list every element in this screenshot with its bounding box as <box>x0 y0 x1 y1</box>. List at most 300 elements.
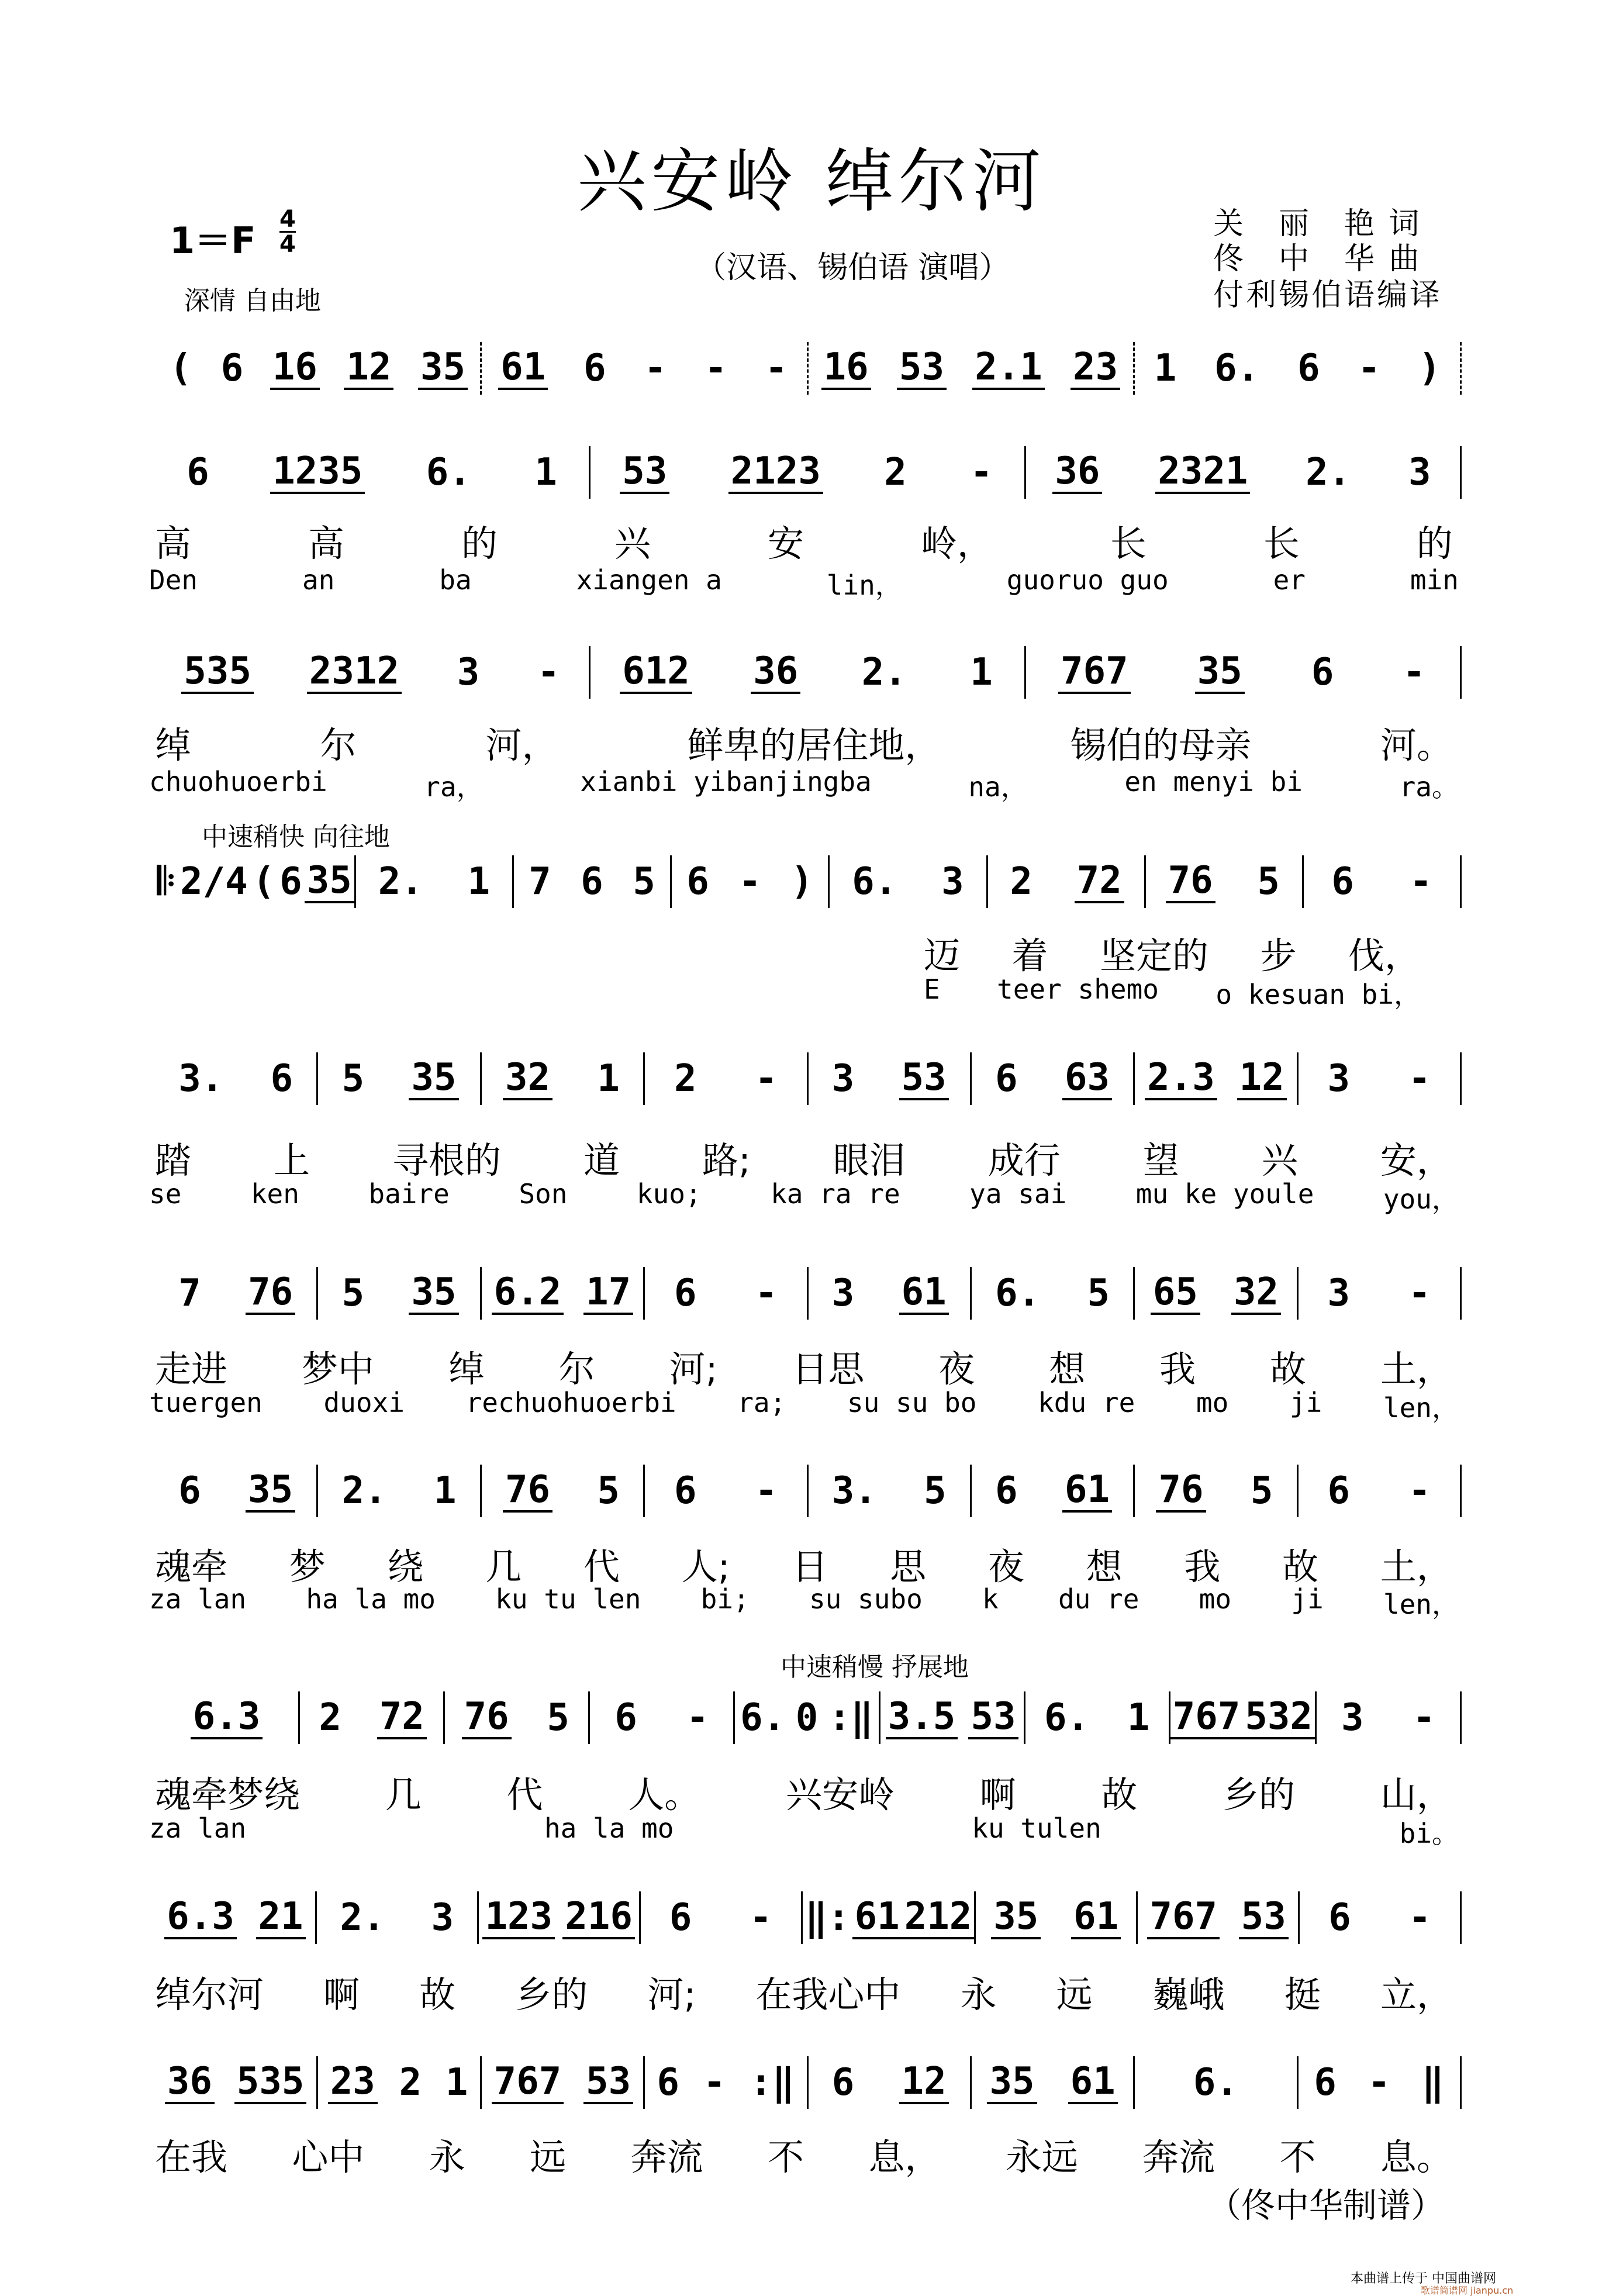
lyric-syllable: 在我心中 <box>755 1973 901 2016</box>
note-group: 35 <box>418 347 468 390</box>
lyric-syllable: Den <box>149 564 198 596</box>
measure <box>1025 1691 1170 1744</box>
note-group: 76 <box>1156 1469 1206 1513</box>
lyric-syllable: 代 <box>583 1545 620 1588</box>
measure <box>591 646 1026 699</box>
measure <box>1304 855 1462 908</box>
note-group: 3 <box>941 860 964 903</box>
note-group: 36 <box>1052 451 1102 494</box>
lyric-syllable: du re <box>1058 1583 1139 1615</box>
lyric-syllable: 安 <box>767 522 804 565</box>
lyric-syllable: su su bo <box>847 1387 977 1418</box>
note-group: 72 <box>1075 860 1124 903</box>
notation-row <box>155 1891 1462 1944</box>
measure <box>591 446 1026 499</box>
note-group: 6. <box>426 451 471 494</box>
lyric-syllable: Son <box>519 1178 568 1210</box>
measure <box>809 2056 972 2109</box>
lyric-syllable: 故 <box>1282 1545 1319 1588</box>
lyric-syllable: 绕 <box>387 1545 424 1588</box>
measure <box>645 2056 808 2109</box>
note-group: 767 <box>1147 1896 1220 1939</box>
measure <box>318 1052 481 1105</box>
lyric-syllable: tuergen <box>149 1387 263 1418</box>
note-group: 32 <box>503 1057 552 1100</box>
lyric-syllable: bi; <box>700 1583 750 1615</box>
note-group: 61 <box>899 1272 949 1315</box>
measure <box>155 1691 300 1744</box>
note-group: 2 <box>1010 860 1032 903</box>
lyric-syllable: 山， <box>1380 1773 1453 1816</box>
note-group: 35 <box>987 2061 1037 2104</box>
measure <box>479 1891 641 1944</box>
measure <box>830 855 987 908</box>
notation-row <box>155 646 1462 699</box>
lyric-syllable: 安， <box>1380 1139 1453 1182</box>
note-group: :‖ <box>750 2061 795 2104</box>
lyric-syllable: 兴 <box>614 522 651 565</box>
lyric-syllable: 代 <box>506 1773 543 1816</box>
note-group: 53 <box>583 2061 633 2104</box>
measure <box>972 1267 1135 1320</box>
lyric-syllable: 鲜卑的居住地， <box>687 724 941 767</box>
watermark-upload: 本曲谱上传于 中国曲谱网 <box>1351 2271 1496 2286</box>
lyric-syllable: 巍峨 <box>1152 1973 1225 2016</box>
note-group: 76 <box>246 1272 295 1315</box>
note-group: ( <box>169 347 192 390</box>
note-group: 𝄆 <box>157 860 176 903</box>
lyric-syllable: ba <box>439 564 472 596</box>
lyric-syllable: 啊 <box>323 1973 360 2016</box>
measure <box>972 1465 1135 1517</box>
note-group: - <box>749 1896 772 1939</box>
note-group: 6. <box>852 860 897 903</box>
note-group: 1 <box>1127 1696 1150 1739</box>
lyric-syllable: bi。 <box>1399 1818 1459 1849</box>
note-group: - <box>1408 1896 1431 1939</box>
lyric-syllable: 息。 <box>1380 2136 1453 2178</box>
note-group: 2. <box>1306 451 1351 494</box>
lyric-syllable: na， <box>968 771 1028 803</box>
note-group: - <box>765 347 788 390</box>
lyric-syllable: 日 <box>792 1545 828 1588</box>
note-group: 35 <box>409 1057 458 1100</box>
lyricist-credit: 关 丽 艳 词 <box>1213 206 1422 241</box>
notation-row <box>155 1052 1462 1105</box>
lyric-syllable: 夜 <box>987 1545 1024 1588</box>
chinese-lyrics <box>155 1340 1453 1392</box>
lyric-syllable: 心中 <box>292 2136 365 2178</box>
note-group: 2 <box>399 2061 422 2104</box>
note-group: 3.5 <box>886 1696 958 1739</box>
measure <box>482 1267 645 1320</box>
measure <box>514 855 672 908</box>
lyric-syllable: 奔流 <box>1142 2136 1215 2178</box>
measure <box>1135 1052 1298 1105</box>
measure <box>1135 342 1462 395</box>
note-group: 6 <box>279 860 302 903</box>
measure <box>155 855 356 908</box>
note-group: - <box>755 1057 778 1100</box>
notation-row <box>155 855 1462 908</box>
note-group: 535 <box>234 2061 307 2104</box>
note-group: 5 <box>341 1057 365 1100</box>
notation-row <box>155 446 1462 499</box>
lyric-syllable: k <box>982 1583 999 1615</box>
chinese-lyrics <box>155 1766 1453 1818</box>
measure <box>317 1891 479 1944</box>
notation-row <box>155 342 1462 395</box>
note-group: 6 <box>995 1469 1018 1513</box>
note-group: 6 <box>1328 1896 1351 1939</box>
lyric-syllable: 不 <box>767 2136 804 2178</box>
note-group: 123 <box>482 1896 555 1939</box>
measure <box>1300 1891 1462 1944</box>
note-group: 612 <box>620 651 692 694</box>
note-group: - <box>1408 1469 1431 1513</box>
note-group: 61 <box>852 1896 902 1939</box>
lyric-syllable: xiangen a <box>576 564 722 596</box>
note-group: 76 <box>503 1469 552 1513</box>
note-group: ) <box>1418 347 1441 390</box>
lyric-syllable: you， <box>1383 1183 1459 1215</box>
note-group: 1 <box>445 2061 468 2104</box>
watermark-site: 歌谱简谱网 jianpu.cn <box>1421 2285 1514 2296</box>
lyric-syllable: 永远 <box>1005 2136 1078 2178</box>
note-group: 7 <box>529 860 551 903</box>
note-group: 61 <box>1062 1469 1112 1513</box>
note-group: :‖ <box>828 1696 873 1739</box>
measure <box>988 855 1146 908</box>
measure <box>1299 1267 1462 1320</box>
lyric-syllable: 迈 <box>924 934 961 977</box>
lyric-syllable: 我 <box>1159 1348 1196 1390</box>
measure <box>155 1465 318 1517</box>
chinese-lyrics <box>924 927 1421 979</box>
note-group: 61 <box>1068 2061 1118 2104</box>
note-group: ‖ <box>1421 2061 1445 2104</box>
note-group: 1 <box>970 651 993 694</box>
note-group: 2.1 <box>972 347 1045 390</box>
lyric-syllable: 魂牵梦绕 <box>155 1773 301 1816</box>
note-group: 6 <box>581 860 603 903</box>
measure <box>809 1267 972 1320</box>
note-group: 6. <box>995 1272 1041 1315</box>
note-group: 6 <box>583 347 606 390</box>
lyric-syllable: 想 <box>1086 1545 1123 1588</box>
lyric-syllable: 挺 <box>1284 1973 1321 2016</box>
lyric-syllable: 眼泪 <box>833 1139 906 1182</box>
note-group: 216 <box>562 1896 635 1939</box>
note-group: 1 <box>534 451 557 494</box>
note-group: ‖: <box>804 1896 850 1939</box>
lyric-syllable: er <box>1273 564 1306 596</box>
note-group: 63 <box>1062 1057 1112 1100</box>
lyric-syllable: 坚定的 <box>1099 934 1208 977</box>
note-group: - <box>1409 860 1432 903</box>
measure <box>645 1267 808 1320</box>
note-group: 2/4 <box>180 860 248 903</box>
measure <box>809 1052 972 1105</box>
chinese-lyrics <box>155 515 1453 567</box>
note-group: 6. <box>740 1696 786 1739</box>
note-group: 2. <box>341 1469 387 1513</box>
lyric-syllable: mu ke youle <box>1135 1178 1314 1210</box>
lyric-syllable: ra， <box>424 771 484 803</box>
lyric-syllable: 道 <box>583 1139 620 1182</box>
note-group: 2.3 <box>1145 1057 1217 1100</box>
note-group: 3 <box>1327 1272 1350 1315</box>
note-group: - <box>755 1469 778 1513</box>
note-group: 53 <box>897 347 947 390</box>
lyric-syllable: 河。 <box>1380 724 1453 767</box>
note-group: - <box>970 451 993 494</box>
lyric-syllable: ken <box>250 1178 299 1210</box>
note-group: 36 <box>165 2061 215 2104</box>
lyric-syllable: ha la mo <box>306 1583 436 1615</box>
note-group: - <box>1368 2061 1391 2104</box>
measure <box>1026 446 1462 499</box>
measure <box>318 1465 481 1517</box>
note-group: - <box>1358 347 1381 390</box>
translator-credit: 付利锡伯语编译 <box>1213 278 1443 313</box>
measure <box>1026 646 1462 699</box>
note-group: 212 <box>902 1896 975 1939</box>
note-group: 2321 <box>1155 451 1250 494</box>
note-group: 2. <box>861 651 907 694</box>
lyric-syllable: 不 <box>1279 2136 1316 2178</box>
lyric-syllable: 岭， <box>920 522 993 565</box>
note-group: 5 <box>924 1469 947 1513</box>
note-group: 3 <box>457 651 480 694</box>
lyric-syllable: 河; <box>647 1973 696 2016</box>
note-group: 12 <box>344 347 393 390</box>
lyric-syllable: 长 <box>1263 522 1300 565</box>
note-group: 6 <box>270 1057 293 1100</box>
lyric-syllable: mo <box>1199 1583 1232 1615</box>
note-group: 532 <box>1242 1696 1315 1739</box>
note-group: 23 <box>1071 347 1120 390</box>
note-group: 6.3 <box>164 1896 237 1939</box>
note-group: 2 <box>319 1696 342 1739</box>
note-group: 76 <box>1166 860 1215 903</box>
note-group: 12 <box>1237 1057 1287 1100</box>
tempo-marking: 深情 自由地 <box>184 286 321 316</box>
measure <box>318 1267 481 1320</box>
note-group: 5 <box>547 1696 569 1739</box>
note-group: 65 <box>1151 1272 1200 1315</box>
note-group: 535 <box>181 651 254 694</box>
xibe-lyrics <box>149 1178 1459 1217</box>
lyric-syllable: 伐， <box>1348 934 1421 977</box>
lyric-syllable: 兴 <box>1261 1139 1298 1182</box>
lyric-syllable: ya sai <box>969 1178 1067 1210</box>
lyric-syllable: 兴安岭 <box>785 1773 895 1816</box>
lyric-syllable: chuohuoerbi <box>149 766 327 797</box>
xibe-lyrics <box>149 1812 1459 1851</box>
note-group: 6. <box>1044 1696 1090 1739</box>
lyric-syllable: 人; <box>681 1545 730 1588</box>
note-group: 1 <box>434 1469 457 1513</box>
xibe-lyrics <box>149 766 1459 805</box>
lyric-syllable: se <box>149 1178 182 1210</box>
xibe-lyrics <box>924 973 1421 1012</box>
lyric-syllable: 绰 <box>448 1348 485 1390</box>
note-group: 5 <box>341 1272 365 1315</box>
lyric-syllable: kdu re <box>1038 1387 1135 1418</box>
lyric-syllable: 的 <box>461 522 498 565</box>
note-group: - <box>686 1696 709 1739</box>
measure <box>318 2056 481 2109</box>
note-group: 6 <box>831 2061 855 2104</box>
note-group: 3 <box>1408 451 1431 494</box>
chinese-lyrics <box>155 1966 1453 2018</box>
lyric-syllable: lin， <box>826 569 902 601</box>
note-group: 6 <box>686 860 709 903</box>
note-group: 6 <box>669 1896 692 1939</box>
lyric-syllable: 梦 <box>289 1545 326 1588</box>
chinese-lyrics <box>155 2128 1453 2180</box>
note-group: 2123 <box>728 451 823 494</box>
lyric-syllable: 几 <box>485 1545 522 1588</box>
xibe-lyrics <box>149 1387 1459 1425</box>
lyric-syllable: 思 <box>890 1545 927 1588</box>
lyric-syllable: 河， <box>485 724 558 767</box>
measure <box>1138 1891 1300 1944</box>
lyric-syllable: ra。 <box>1399 771 1459 803</box>
measure <box>1135 1267 1298 1320</box>
note-group: 5 <box>597 1469 620 1513</box>
note-group: 767 <box>1058 651 1131 694</box>
note-group: - <box>1408 1057 1431 1100</box>
note-group: 6 <box>995 1057 1018 1100</box>
notation-row <box>155 1267 1462 1320</box>
xibe-lyrics <box>149 564 1459 603</box>
notation-row <box>155 1465 1462 1517</box>
note-group: 53 <box>620 451 669 494</box>
note-group: - <box>1403 651 1425 694</box>
lyric-syllable: 故 <box>1270 1348 1307 1390</box>
lyric-syllable: su subo <box>809 1583 923 1615</box>
lyric-syllable: 我 <box>1184 1545 1221 1588</box>
note-group: ( <box>252 860 275 903</box>
time-signature <box>279 208 296 256</box>
lyric-syllable: 土， <box>1380 1348 1453 1390</box>
measure <box>1135 1465 1298 1517</box>
lyric-syllable: 魂牵 <box>155 1545 228 1588</box>
measure <box>1170 1691 1317 1744</box>
lyric-syllable: 啊 <box>979 1773 1016 1816</box>
chinese-lyrics <box>155 716 1453 768</box>
measure <box>976 1891 1138 1944</box>
lyric-syllable: 日思 <box>792 1348 865 1390</box>
lyric-syllable: 高 <box>155 522 192 565</box>
note-group: 2312 <box>307 651 402 694</box>
note-group: - <box>705 347 727 390</box>
subtitle: （汉语、锡伯语 演唱） <box>696 250 1010 285</box>
note-group: 6 <box>657 2061 680 2104</box>
lyric-syllable: 远 <box>1056 1973 1093 2016</box>
note-group: 6 <box>1297 347 1320 390</box>
measure <box>356 855 514 908</box>
note-group: 1 <box>597 1057 620 1100</box>
measure <box>155 1052 318 1105</box>
measure <box>155 1267 318 1320</box>
note-group: - <box>537 651 560 694</box>
measure <box>482 342 809 395</box>
tempo-marking: 中速稍慢 抒展地 <box>781 1652 969 1682</box>
notation-row <box>155 1691 1462 1744</box>
lyric-syllable: 踏 <box>155 1139 192 1182</box>
lyric-syllable: 乡的 <box>1223 1773 1296 1816</box>
measure <box>155 2056 318 2109</box>
measure <box>482 1465 645 1517</box>
lyric-syllable: 立， <box>1380 1973 1453 2016</box>
measure <box>155 342 482 395</box>
transcriber-note: （佟中华制谱） <box>1207 2185 1445 2225</box>
note-group: 6 <box>674 1272 697 1315</box>
note-group: 3 <box>1341 1696 1364 1739</box>
note-group: 76 <box>462 1696 512 1739</box>
lyric-syllable: baire <box>368 1178 450 1210</box>
lyric-syllable: 走进 <box>155 1348 228 1390</box>
note-group: 53 <box>1239 1896 1289 1939</box>
lyric-syllable: ji <box>1291 1583 1324 1615</box>
notation-row <box>155 2056 1462 2109</box>
note-group: 6. <box>1193 2061 1238 2104</box>
lyric-syllable: 上 <box>274 1139 310 1182</box>
note-group: 5 <box>1250 1469 1273 1513</box>
measure <box>641 1891 803 1944</box>
note-group: 35 <box>409 1272 458 1315</box>
lyric-syllable: en menyi bi <box>1124 766 1303 797</box>
measure <box>482 1052 645 1105</box>
lyric-syllable: kuo; <box>636 1178 702 1210</box>
lyric-syllable: 路; <box>702 1139 751 1182</box>
note-group: 1 <box>1154 347 1177 390</box>
lyric-syllable: 想 <box>1049 1348 1086 1390</box>
lyric-syllable: ku tulen <box>972 1812 1101 1844</box>
lyric-syllable: 梦中 <box>301 1348 374 1390</box>
lyric-syllable: 永 <box>429 2136 465 2178</box>
note-group: 32 <box>1231 1272 1281 1315</box>
lyric-syllable: 成行 <box>987 1139 1061 1182</box>
measure <box>300 1691 445 1744</box>
lyric-syllable: 高 <box>308 522 344 565</box>
note-group: 3 <box>1327 1057 1350 1100</box>
tempo-marking: 中速稍快 向往地 <box>202 822 390 852</box>
lyric-syllable: teer shemo <box>997 973 1159 1005</box>
lyric-syllable: rechuohuoerbi <box>465 1387 676 1418</box>
note-group: 53 <box>899 1057 949 1100</box>
lyric-syllable: 着 <box>1011 934 1048 977</box>
lyric-syllable: 故 <box>1101 1773 1138 1816</box>
lyric-syllable: 在我 <box>155 2136 228 2178</box>
measure <box>1299 2056 1462 2109</box>
measure <box>1146 855 1304 908</box>
note-group: 2. <box>378 860 423 903</box>
lyric-syllable: 望 <box>1142 1139 1179 1182</box>
note-group: ) <box>790 860 814 903</box>
lyric-syllable: 几 <box>385 1773 422 1816</box>
measure <box>972 1052 1135 1105</box>
note-group: 1 <box>467 860 491 903</box>
measure <box>1135 2056 1298 2109</box>
measure <box>672 855 830 908</box>
note-group: 6 <box>1314 2061 1337 2104</box>
meter-top: 4 <box>279 206 296 233</box>
note-group: 6 <box>187 451 209 494</box>
